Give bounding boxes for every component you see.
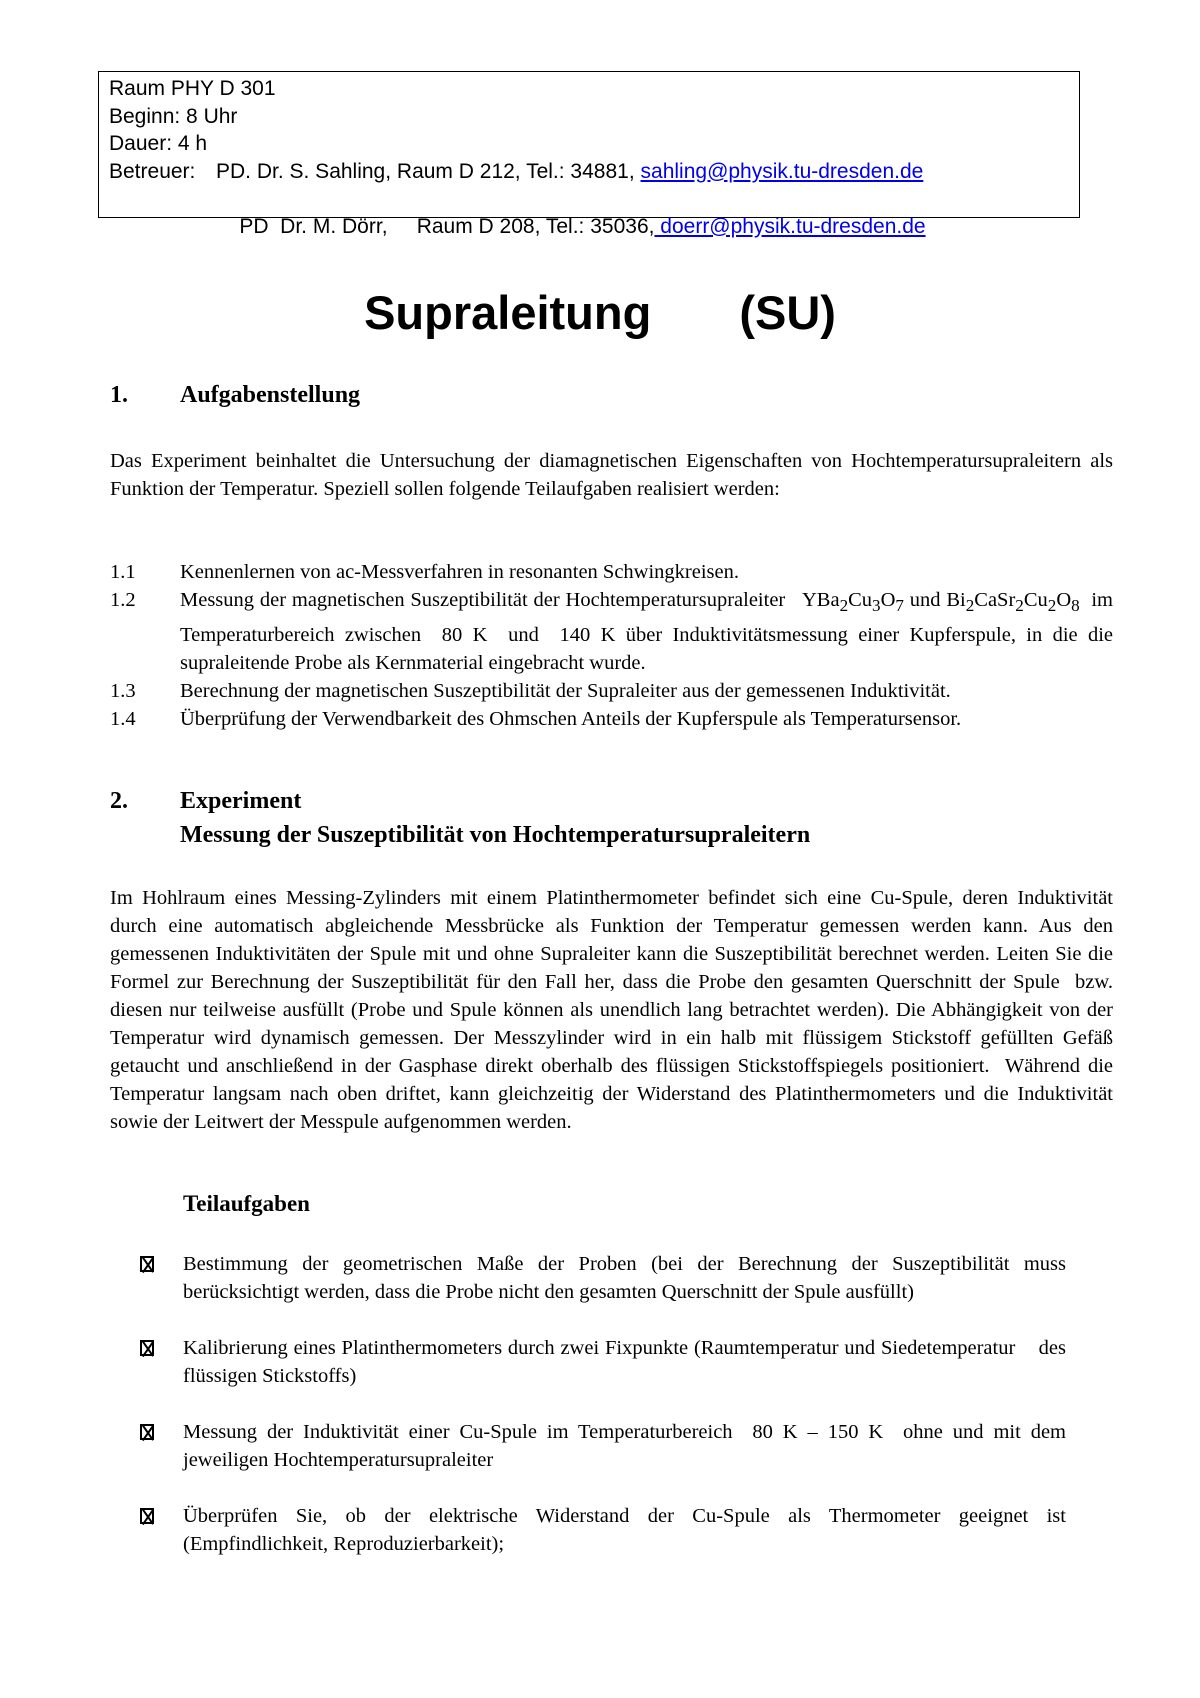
checkbox-bullet-icon <box>140 1250 183 1306</box>
list-item <box>110 705 1113 733</box>
task-number: 1.4 <box>110 708 136 731</box>
subtask-text: Kalibrierung eines Platinthermometers durch zwei Fixpunkte (Raumtemperatur und Siedetemperatur des flüssigen Stickstoffs) <box>183 1337 1072 1387</box>
supervisor-line-2 <box>109 185 1079 238</box>
task-number: 1.3 <box>110 679 136 702</box>
supervisor-1-email-link[interactable]: sahling@physik.tu-dresden.de <box>640 159 924 183</box>
title-main: Supraleitung <box>364 286 652 339</box>
room-line: Raum PHY D 301 <box>109 77 276 100</box>
subtask-list <box>140 1250 1072 1586</box>
list-item <box>140 1250 1066 1306</box>
task-text: Kennenlernen von ac-Messverfahren in resonanten Schwingkreisen. <box>180 561 739 583</box>
supervisor-2-email-link[interactable]: doerr@physik.tu-dresden.de <box>654 214 926 238</box>
section-1-number: 1. <box>110 382 128 408</box>
subtask-text: Überprüfen Sie, ob der elektrische Widerstand der Cu-Spule als Thermometer geeignet ist (Empfindlichkeit, Reproduzierbarkeit); <box>183 1505 1066 1555</box>
section-2-title: Experiment <box>180 788 302 814</box>
task-text: Messung der magnetischen Suszeptibilität der Hochtemperatursupraleiter $YBa_2Cu_3O_7$ und $Bi_2CaSr_2Cu_2O_8$ im Temperaturbereich zwischen 80 K und 140 K über Induktivitätsmessung einer Kupferspule, in die die supraleitende Probe als Kernmaterial eingebracht wurde. <box>180 589 1119 674</box>
section-1-intro: Das Experiment beinhaltet die Untersuchung der diamagnetischen Eigenschaften von Hochtemperatursupraleitern als Funktion der Temperatur. Speziell sollen folgende Teilaufgaben realisiert werden: <box>110 450 1113 500</box>
subtasks-heading: Teilaufgaben <box>183 1191 310 1216</box>
duration-line: Dauer: 4 h <box>109 132 208 155</box>
list-item <box>140 1418 1072 1474</box>
supervisor-1: PD. Dr. S. Sahling, Raum D 212, Tel.: 34881, <box>216 159 635 183</box>
document-title <box>0 285 1200 340</box>
list-item <box>110 558 1113 586</box>
supervisor-label: Betreuer: <box>109 159 196 183</box>
supervisor-2: PD Dr. M. Dörr, Raum D 208, Tel.: 35036, <box>239 214 655 238</box>
section-2-body: Im Hohlraum eines Messing-Zylinders mit einem Platinthermometer befindet sich eine Cu-Spule, deren Induktivität durch eine automatisch abgleichende Messbrücke als Funktion der Temperatur gemessen werden kann. Aus den gemessenen Induktivitäten der Spule mit und ohne Supraleiter kann die Suszeptibilität berechnet werden. Leiten Sie die Formel zur Berechnung der Suszeptibilität für den Fall her, dass die Probe den gesamten Querschnitt der Spule bzw. diesen nur teilweise ausfüllt (Probe und Spule können als unendlich lang betrachtet werden). Die Abhängigkeit von der Temperatur wird dynamisch gemessen. Der Messzylinder wird in ein halb mit flüssigem Stickstoff gefüllten Gefäß getaucht und anschließend in der Gasphase direkt oberhalb des flüssigen Stickstoffspiegels positioniert. Während die Temperatur langsam nach oben driftet, kann gleichzeitig der Widerstand des Platinthermometers und die Induktivität sowie der Leitwert der Messpule aufgenommen werden. <box>110 887 1124 1133</box>
task-number: 1.2 <box>110 589 136 612</box>
section-2-subheading: Messung der Suszeptibilität von Hochtemperatursupraleitern <box>180 822 811 848</box>
list-item <box>140 1502 1066 1558</box>
section-2-number: 2. <box>110 788 128 814</box>
list-item <box>140 1334 1072 1390</box>
task-list <box>110 558 1119 733</box>
section-2-heading <box>110 784 301 818</box>
section-1-heading <box>110 378 360 412</box>
list-item <box>110 677 1113 705</box>
task-text: Berechnung der magnetischen Suszeptibilität der Supraleiter aus der gemessenen Induktivität. <box>180 679 951 702</box>
checkbox-bullet-icon <box>140 1334 183 1390</box>
subtask-text: Bestimmung der geometrischen Maße der Proben (bei der Berechnung der Suszeptibilität muss berücksichtigt werden, dass die Probe nicht den gesamten Querschnitt der Spule ausfüllt) <box>183 1253 1066 1303</box>
checkbox-bullet-icon <box>140 1418 183 1474</box>
info-box <box>98 71 1080 238</box>
task-number: 1.1 <box>110 561 136 583</box>
checkbox-bullet-icon <box>140 1502 183 1558</box>
section-1-title: Aufgabenstellung <box>180 382 361 408</box>
supervisor-line-1 <box>109 158 1079 186</box>
subtask-text: Messung der Induktivität einer Cu-Spule im Temperaturbereich 80 K – 150 K ohne und mit dem jeweiligen Hochtemperatursupraleiter <box>183 1421 1072 1471</box>
list-item <box>110 586 1119 677</box>
task-text: Überprüfung der Verwendbarkeit des Ohmschen Anteils der Kupferspule als Temperatursensor. <box>180 708 962 731</box>
title-abbr: (SU) <box>739 286 836 339</box>
start-line: Beginn: 8 Uhr <box>109 104 238 128</box>
